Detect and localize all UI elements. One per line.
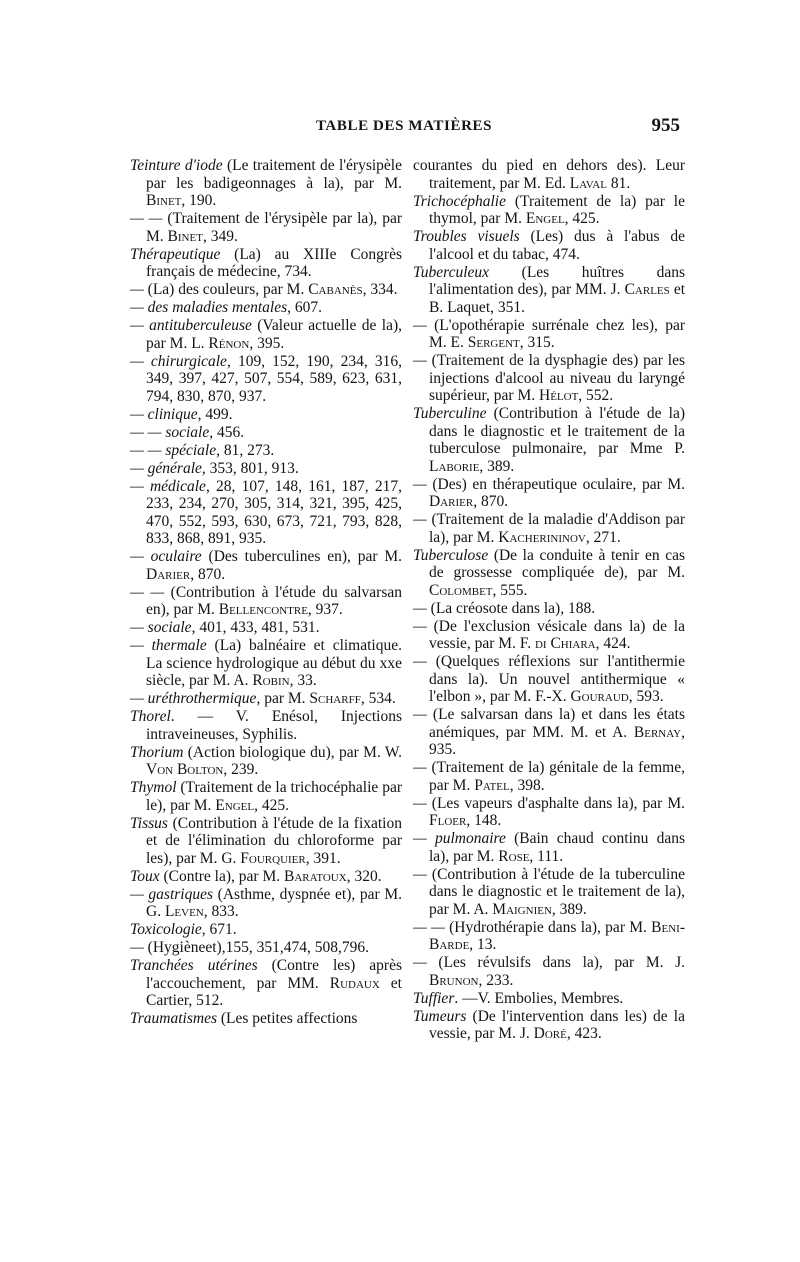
entry-term: Toxicologie [130,921,202,938]
entry-term: — [413,316,427,334]
index-entry [130,460,402,478]
entry-text: (La) au XIIIe Congrès français de médecine, 734. [146,245,402,280]
entry-term: — [413,599,427,617]
entry-text: , 353, 801, 913. [201,459,299,477]
entry-term: Tuberculose [413,546,489,564]
index-entry [130,1010,402,1028]
index-entry [130,210,402,245]
entry-text: (Le traitement de l'érysipèle par les badigeonnages à la), par M. [146,157,402,192]
entry-tail: et B. Laquet, 351. [429,281,686,316]
entry-tail: , 833. [203,903,239,920]
entry-tail: , 870. [473,493,509,510]
index-entry [413,317,685,352]
entry-tail: , 935. [429,723,685,758]
entry-tail: , 111. [529,847,564,865]
entry-term: — [413,617,427,635]
entry-term: — uréthrothermique [130,690,257,707]
index-entry [413,830,685,865]
index-entry [130,637,402,690]
entry-term: — [413,475,427,493]
entry-term: Trichocéphalie [413,192,506,210]
entry-term: — chirurgicale [130,352,227,370]
page-header [128,115,680,142]
entry-author: Binet [146,192,182,209]
entry-author: Engel [525,210,565,227]
index-entry [130,744,402,779]
entry-tail: , 423. [566,1025,602,1042]
index-entry [413,759,685,794]
index-entry [130,442,402,460]
entry-term: — [413,794,427,812]
entry-text: (Contribution à l'étude de la fixation et de l'élimination du chloroforme par les), par M. G. [146,814,402,867]
entry-tail: , 13. [469,936,497,953]
index-entry [130,353,402,406]
entry-text: (De l'intervention dans les) de la vessie, par M. J. [429,1007,685,1042]
entry-text: (La) des couleurs, par M. [143,281,309,298]
index-entry [130,939,402,957]
entry-term: — antituberculeuse [130,317,252,334]
index-entry [413,1008,685,1043]
entry-term: — [130,939,144,956]
entry-tail: , 425. [254,796,289,814]
entry-term: — — sociale [130,423,210,441]
entry-term: — — spéciale [130,441,217,459]
entry-author: Maignien [492,900,552,918]
index-entry [130,619,402,637]
entry-author: Colombet [429,581,493,599]
entry-author: Bellencontre [218,601,308,618]
index-entry [413,866,685,919]
entry-tail: , 349. [202,227,238,245]
entry-term: — [130,281,144,298]
entry-author: Beni-Barde [429,918,685,953]
entry-tail: , 398. [509,776,545,794]
entry-term: — clinique [130,405,198,423]
index-entry [413,795,685,830]
index-entry [130,299,402,317]
entry-tail: , 190. [181,192,217,209]
entry-text: . —V. Embolies, Membres. [454,989,624,1007]
index-entry [130,779,402,814]
entry-text: (Hydrothérapie dans la), par M. [444,918,652,936]
entry-author: di Chiara [534,635,596,652]
entry-author: Hélot [539,387,579,404]
entry-tail: , 555. [492,581,528,599]
entry-tail: , 870. [190,565,226,583]
entry-term: Thorium [130,743,184,761]
entry-author: Binet [167,227,203,245]
index-entry [130,406,402,424]
entry-tail: , 391. [305,849,341,867]
index-entry [130,548,402,583]
entry-term: Tissus [130,814,168,832]
index-entry [413,193,685,228]
entry-term: Thymol [130,779,177,796]
entry-term: — — [413,918,445,936]
entry-text: (Valeur actuelle de la), par M. L. [146,317,403,352]
index-entry [130,157,402,210]
entry-text: (La) balnéaire et climatique. La science hydrologique au début du xxe siècle, par M. A. [146,637,402,689]
entry-tail: , 593. [628,688,664,705]
entry-text: (Des tuberculines en), par M. [201,548,402,565]
entry-text: (Traitement de la trichocéphalie par le), par M. [146,779,402,814]
index-entry [130,424,402,442]
entry-text: (Les vapeurs d'asphalte dans la), par M. [426,794,685,812]
index-entry [413,919,685,954]
entry-term: Toux [130,867,160,885]
entry-term: — sociale [130,619,192,636]
entry-term: — des maladies mentales [130,299,288,316]
entry-tail: , 425. [564,210,600,227]
entry-term: Tuffier [413,989,455,1007]
entry-tail: 81. [606,174,631,192]
entry-text: , 607. [287,299,323,316]
index-entry [413,954,685,989]
entry-text: (Traitement de l'érysipèle par la), par M. [146,210,402,245]
entry-term: — [413,511,427,528]
right-column [413,157,685,1043]
entry-text: , par M. [256,690,310,707]
entry-term: — oculaire [130,548,202,565]
index-entry [130,815,402,868]
index-entry [130,708,402,743]
entry-term: — médicale [130,477,206,495]
entry-tail: , 334. [362,281,398,298]
entry-text: (La créosote dans la), 188. [426,599,596,617]
entry-text: (Traitement de la dysphagie des) par les injections d'alcool au niveau du laryngé supérieur, par M. [426,352,685,404]
entry-term: Troubles visuels [413,228,520,245]
entry-text: (Contribution à l'étude du salvarsan en), par M. [146,583,402,618]
entry-text: (Les petites affections [217,1010,358,1027]
entry-text: (De l'exclusion vésicale dans la) de la vessie, par M. F. [426,617,685,652]
entry-term: Tuberculine [413,405,487,422]
entry-author: Kacherininov [498,528,586,546]
entry-text: , 401, 433, 481, 531. [191,619,320,636]
entry-author: Sergent [467,334,520,351]
entry-term: — générale [130,459,202,477]
entry-tail: , 534. [360,690,396,707]
entry-author: Carles [624,281,670,298]
entry-tail: , 320. [346,867,382,885]
index-entry [130,868,402,886]
entry-author: Brunon [429,971,479,989]
entry-author: Rudaux [329,974,380,992]
entry-tail: , 271. [585,528,621,546]
entry-tail: , 239. [223,761,259,778]
entry-text: (Des) en thérapeutique oculaire, par M. [426,475,685,493]
entry-text: (Les révulsifs dans la), par M. J. [426,954,685,971]
entry-text: (Asthme, dyspnée et), par M. G. [146,885,403,920]
index-entry [130,886,402,921]
entry-tail: , 937. [307,601,343,618]
entry-term: — [413,352,427,369]
left-column [130,157,402,1028]
entry-text: courantes du pied en dehors des). Leur traitement, par M. Ed. [413,157,685,192]
index-entry [413,511,685,546]
index-entry [413,405,685,475]
entry-tail: , 233. [478,971,514,989]
entry-term: Tranchées utérines [130,957,258,974]
entry-term: — — [130,583,165,601]
entry-text: (Bain chaud continu dans la), par M. [429,830,685,865]
entry-author: Floer [429,812,467,829]
entry-text: , 499. [197,405,233,423]
entry-author: Darier [429,493,474,510]
entry-tail: , 395. [249,334,285,352]
entry-text: (Contribution à l'étude de la) dans le diagnostic et le traitement de la tuberculose pulmonaire, par Mme P. [429,405,685,457]
entry-text: (L'opothérapie surrénale chez les), par M. E. [426,316,685,351]
entry-author: Baratoux [283,867,347,885]
entry-text: (Contribution à l'étude de la tuberculine dans le diagnostic et le traitement de la), par M. A. [426,865,685,918]
entry-text: , 109, 152, 190, 234, 316, 349, 397, 427, 507, 554, 589, 623, 631, 794, 830, 870, 937. [146,352,402,405]
entry-term: — gastriques [130,885,214,903]
entry-term: — [413,653,427,670]
page-number: 955 [651,115,680,136]
entry-text: (Quelques réflexions sur l'antithermie dans la). Un nouvel antithermique « l'elbon », par M. F.-X. [426,653,685,705]
entry-term: — [413,706,427,723]
entry-tail: , 389. [479,457,515,475]
running-title: TABLE DES MATIÈRES [315,118,493,134]
entry-term: — pulmonaire [413,830,506,847]
entry-term: Tumeurs [413,1007,467,1025]
entry-text: (Le salvarsan dans la) et dans les états anémiques, par MM. M. et A. [426,706,685,741]
entry-author: Darier [146,565,191,583]
index-entry [413,990,685,1008]
index-entry [130,478,402,548]
entry-term: — [413,759,427,776]
entry-author: Fourquier [240,849,306,867]
entry-text: (Les) dus à l'abus de l'alcool et du tabac, 474. [429,228,685,263]
entry-tail: , 33. [289,672,317,689]
index-entry [413,228,685,263]
index-entry [130,921,402,939]
index-entry [413,653,685,706]
entry-tail: , 148. [466,812,502,829]
entry-author: Engel [215,796,255,814]
entry-author: Cabanès [308,281,363,298]
entry-author: Scharff [309,690,361,707]
entry-tail: , 315. [519,334,555,351]
entry-tail: et Cartier, 512. [146,974,402,1009]
index-entry [413,618,685,653]
index-entry [413,157,685,192]
entry-author: Doré [533,1025,567,1042]
entry-text: (Traitement de la) par le thymol, par M. [429,192,685,227]
entry-text: , 456. [209,423,245,441]
entry-term: — thermale [130,637,207,654]
entry-text: (Contre les) après l'accouchement, par MM. [146,957,403,992]
entry-author: Bernay [633,723,682,741]
entry-author: Laborie [429,457,480,475]
index-entry [413,352,685,405]
index-entry [413,547,685,600]
entry-text: (Contre la), par M. [159,867,284,885]
entry-author: Rose [498,847,530,865]
entry-term: Tuberculeux [413,263,490,281]
entry-term: Thorel [130,708,171,725]
index-entry [413,600,685,618]
index-entry [413,476,685,511]
entry-term: Teinture d'iode [130,157,223,174]
entry-text: . — V. Enésol, Injections intraveineuses, Syphilis. [146,708,402,743]
index-entry [413,706,685,759]
index-entry [130,246,402,281]
entry-term: — [413,865,427,883]
entry-text: (Traitement de la maladie d'Addison par la), par M. [426,511,685,546]
entry-author: Laval [569,174,607,192]
entry-author: Leven [164,903,204,920]
index-entry [130,281,402,299]
entry-text: , 81, 273. [216,441,275,459]
entry-author: Robin [252,672,290,689]
entry-text: (Traitement de la) génitale de la femme, par M. [426,759,685,794]
entry-tail: , 552. [578,387,614,404]
index-entry [130,317,402,352]
entry-author: Patel [474,776,510,794]
index-entry [413,264,685,317]
entry-text: , 671. [201,921,237,938]
entry-author: Von Bolton [146,761,224,778]
entry-tail: , 389. [551,900,587,918]
index-entry [130,584,402,619]
entry-term: Thérapeutique [130,245,221,263]
index-entry [130,690,402,708]
entry-term: Traumatismes [130,1010,217,1027]
entry-text: (De la conduite à tenir en cas de grossesse compliquée de), par M. [429,546,685,581]
entry-term: — — [130,210,163,227]
entry-text: (Hygièneet),155, 351,474, 508,796. [143,939,369,956]
entry-text: (Les huîtres dans l'alimentation des), par MM. J. [429,263,685,298]
entry-author: Rénon [208,334,250,352]
index-entry [130,957,402,1010]
entry-text: (Action biologique du), par M. W. [183,743,402,761]
entry-tail: , 424. [595,635,631,652]
entry-text: , 28, 107, 148, 161, 187, 217, 233, 234, 270, 305, 314, 321, 395, 425, 470, 552, 593, 630, 673, 721, 793, 828, 833, 868, 891, 935. [146,477,403,547]
entry-author: Gouraud [570,688,629,705]
entry-term: — [413,954,427,971]
